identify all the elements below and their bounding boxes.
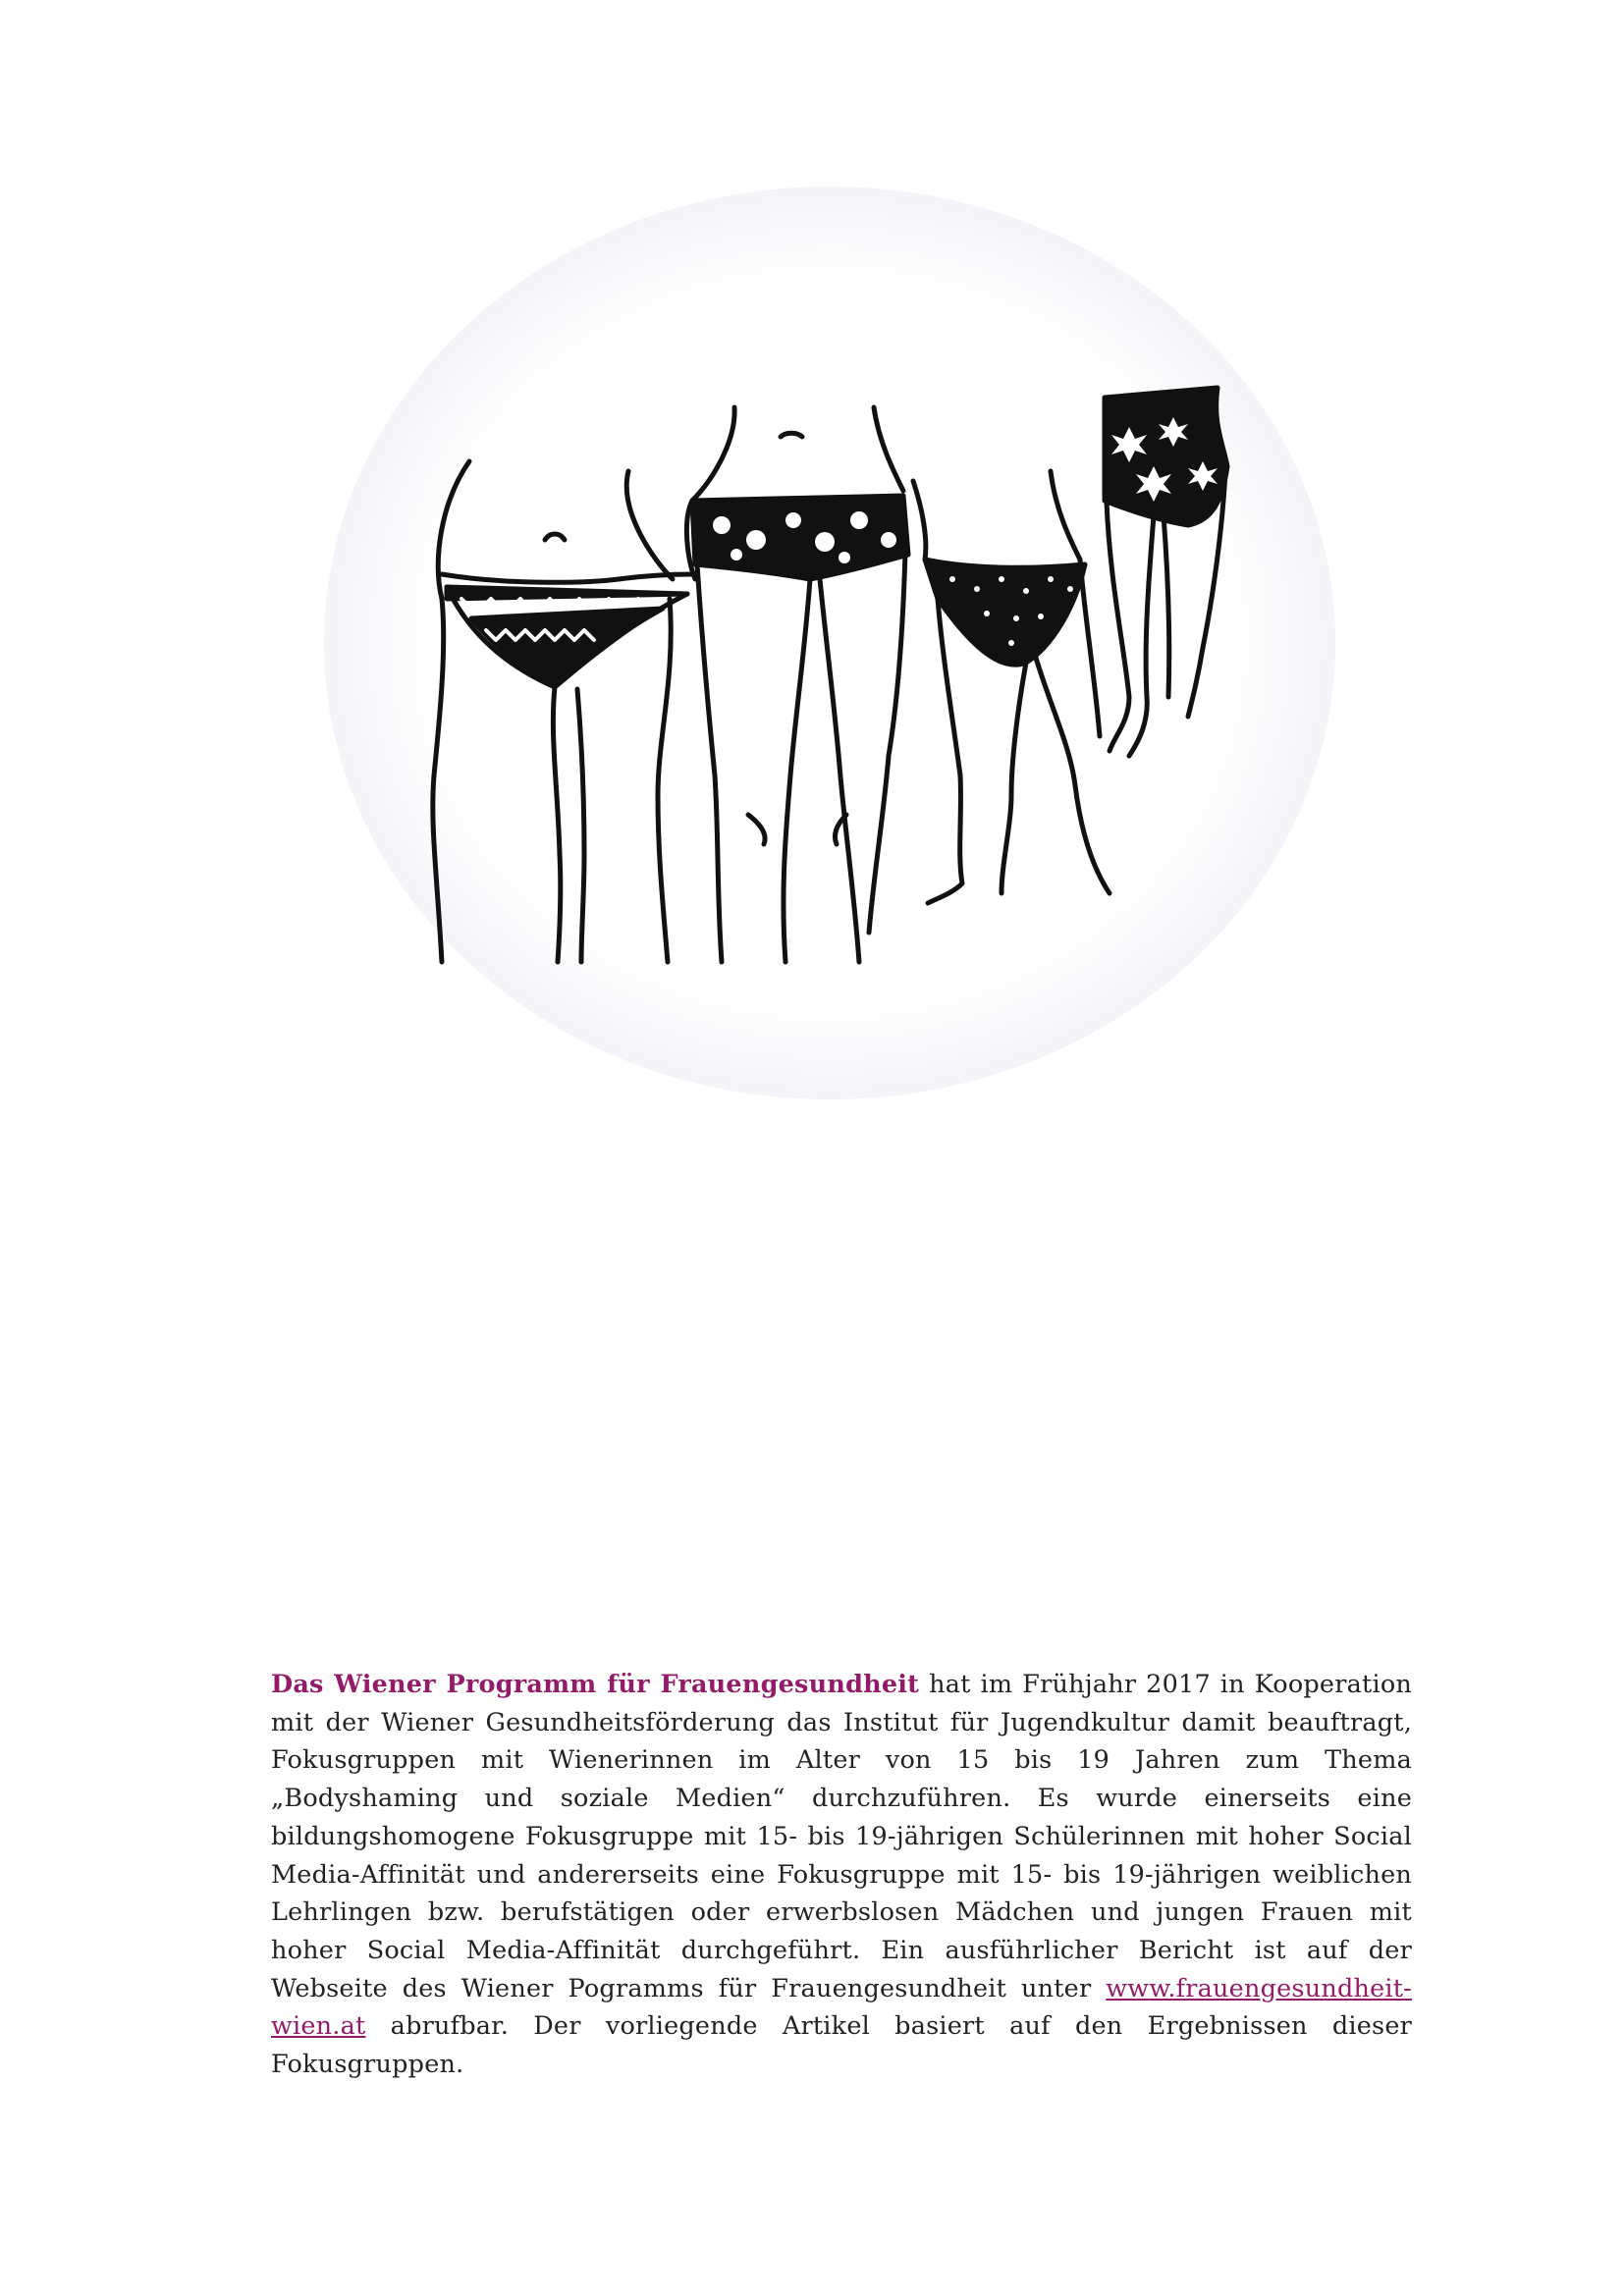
website-link[interactable]: www.frauengesundheit-wien.at <box>271 1973 1412 2042</box>
figure-1-zigzag <box>433 461 692 962</box>
program-name-highlight: Das Wiener Programm für Frauengesundheit <box>271 1670 920 1699</box>
figure-2-flowers <box>686 407 908 962</box>
intro-paragraph <box>271 1666 1412 2084</box>
line-drawing-svg <box>324 187 1335 1099</box>
illustration-four-women-underwear <box>324 187 1335 1099</box>
paragraph-text-part1: hat im Frühjahr 2017 in Kooperation mit der Wiener Gesundheitsförderung das Institut für Jugendkultur damit beauftragt, Fokusgruppen mit Wienerinnen im Alter von 15 bis 19 Jahren zum Thema „Bodyshaming und soziale Medien“ durchzuführen. Es wurde einerseits eine bildungshomogene Fokusgruppe mit 15- bis 19-jährigen Schülerinnen mit hoher Social Media-Affinität und andererseits eine Fokusgruppe mit 15- bis 19-jährigen weiblichen Lehrlingen bzw. berufstätigen oder erwerbslosen Mädchen und jungen Frauen mit hoher Social Media-Affinität durchgeführt. Ein ausführlicher Bericht ist auf der Webseite des Wiener Pogramms für Frauengesundheit unter <box>271 1670 1412 2003</box>
figure-4-stars <box>1105 388 1227 756</box>
figure-3-dots <box>913 471 1110 903</box>
paragraph-text-part2: abrufbar. Der vorliegende Artikel basiert auf den Ergebnissen dieser Fokusgruppen. <box>271 2011 1412 2080</box>
